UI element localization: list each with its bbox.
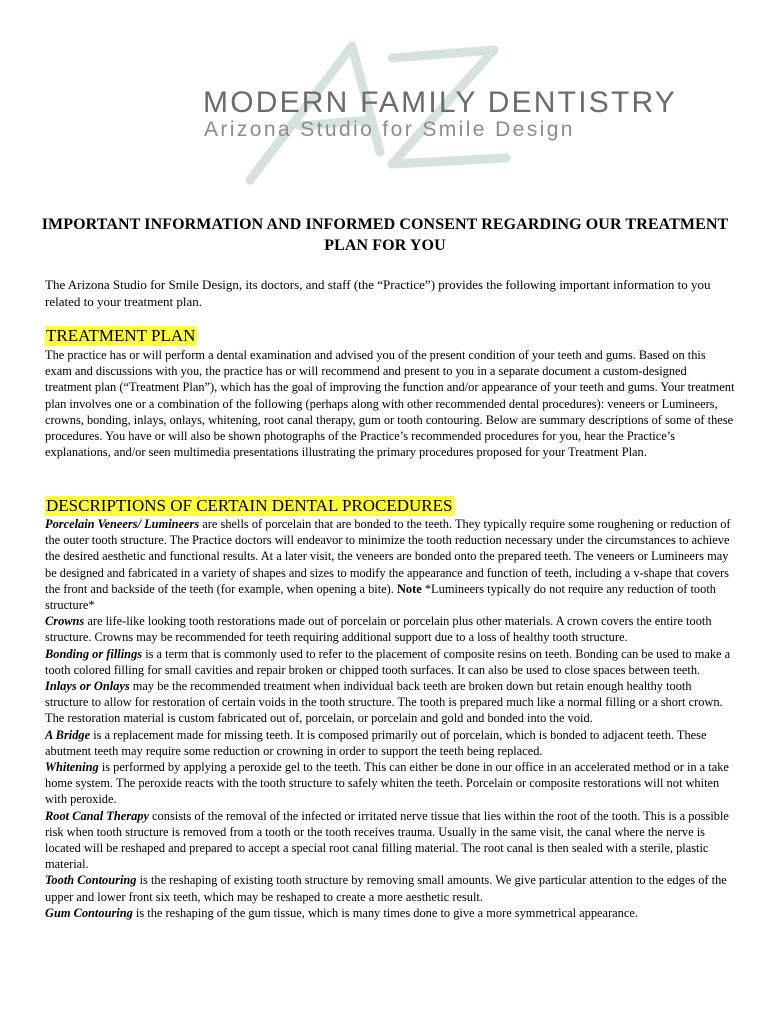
note-label: Note — [396, 581, 422, 596]
note-text: *Lumineers typically do not require any reduction of tooth structure* — [45, 581, 716, 613]
practice-subtitle: Arizona Studio for Smile Design — [204, 118, 575, 141]
document-title: IMPORTANT INFORMATION AND INFORMED CONSENT REGARDING OUR TREATMENT PLAN FOR YOU — [41, 216, 729, 254]
text-crowns: are life-like looking tooth restorations made out of porcelain or porcelain plus other materials. A crown covers the entire tooth structure. Crowns may be recommended for teeth requiring additional support due to a loss of healthy tooth structure. — [45, 614, 712, 645]
term-gum-contouring: Gum Contouring — [45, 905, 133, 920]
descriptions-heading: DESCRIPTIONS OF CERTAIN DENTAL PROCEDURES — [46, 496, 453, 515]
treatment-plan-heading: TREATMENT PLAN — [46, 326, 196, 345]
text-tooth-contouring: is the reshaping of existing tooth structure by removing small amounts. We give particular attention to the edges of the upper and lower front six teeth, which may be reshaped to create a more aesthetic result. — [45, 873, 727, 904]
term-tooth-contouring: Tooth Contouring — [45, 873, 137, 888]
intro-paragraph: The Arizona Studio for Smile Design, its doctors, and staff (the “Practice”) provides the following important information to you related to your treatment plan. — [45, 277, 711, 309]
term-crowns: Crowns — [45, 614, 85, 629]
term-inlays: Inlays or Onlays — [45, 679, 130, 694]
term-root-canal: Root Canal Therapy — [45, 808, 149, 823]
term-whitening: Whitening — [45, 760, 99, 775]
text-veneers: are shells of porcelain that are bonded to the teeth. They typically require some roughening or reduction of the outer tooth structure. The Practice doctors will endeavor to minimize the tooth reduction necessary under the circumstances to achieve the desired aesthetic and functional results. At a later visit, the veneers are bonded onto the prepared teeth. The veneers or Lumineers may be designed and fabricated in a variety of shapes and sizes to modify the appearance and function of teeth, including a v-shape that covers the front and backside of the teeth (for example, when opening a bite). — [45, 517, 731, 596]
practice-name: MODERN FAMILY DENTISTRY — [203, 86, 677, 119]
treatment-plan-paragraph: The practice has or will perform a dental examination and advised you of the present condition of your teeth and gums. Based on this exam and discussions with you, the practice has or will recommend and present to you in a separate document a custom-designed treatment plan (“Treatment Plan”), which has the goal of improving the function and/or appearance of your teeth and gums. Your treatment plan involves one or a combination of the following (perhaps along with other recommended dental procedures): veneers or Lumineers, crowns, bonding, inlays, onlays, whitening, root canal therapy, gum or tooth contouring. Below are summary descriptions of some of these procedures. You have or will also be shown photographs of the Practice’s recommended procedures for you, hear the Practice’s explanations, and/or seen multimedia presentations illustrating the primary procedures proposed for your Treatment Plan. — [45, 348, 735, 460]
term-veneers: Porcelain Veneers/ Lumineers — [45, 517, 200, 531]
practice-logo — [0, 40, 770, 190]
term-bridge: A Bridge — [45, 727, 91, 742]
text-inlays: may be the recommended treatment when individual back teeth are broken down but retain enough healthy tooth structure to allow for restoration of certain voids in the tooth structure. The tooth is prepared much like a normal filling or a short crown. The restoration material is custom fabricated out of, porcelain, or porcelain and gold and bonded into the void. — [45, 679, 723, 726]
text-whitening: is performed by applying a peroxide gel to the teeth. This can either be done in our office in an accelerated method or in a take home system. The peroxide reacts with the tooth structure to safely whiten the teeth. Porcelain or composite restorations will not whiten with peroxide. — [45, 760, 729, 807]
text-bridge: is a replacement made for missing teeth. It is composed primarily out of porcelain, which is bonded to adjacent teeth. These abutment teeth may require some reduction or crowning in order to support the teeth being replaced. — [45, 727, 707, 758]
procedure-descriptions — [45, 516, 735, 921]
text-gum-contouring: is the reshaping of the gum tissue, which is many times done to give a more symmetrical appearance. — [132, 905, 638, 920]
term-bonding: Bonding or fillings — [45, 646, 143, 661]
text-root-canal: consists of the removal of the infected or irritated nerve tissue that lies within the root of the tooth. This is a possible risk when tooth structure is removed from a tooth or the tooth receives trauma. Usually in the same visit, the canal where the nerve is located will be reshaped and prepared to accept a special root canal filling material. The root canal is then sealed with a sterile, plastic material. — [45, 808, 729, 872]
text-bonding: is a term that is commonly used to refer to the placement of composite resins on teeth. Bonding can be used to make a tooth colored filling for small cavities and repair broken or chipped tooth surfaces. It can also be used to close spaces between teeth. — [45, 646, 731, 677]
